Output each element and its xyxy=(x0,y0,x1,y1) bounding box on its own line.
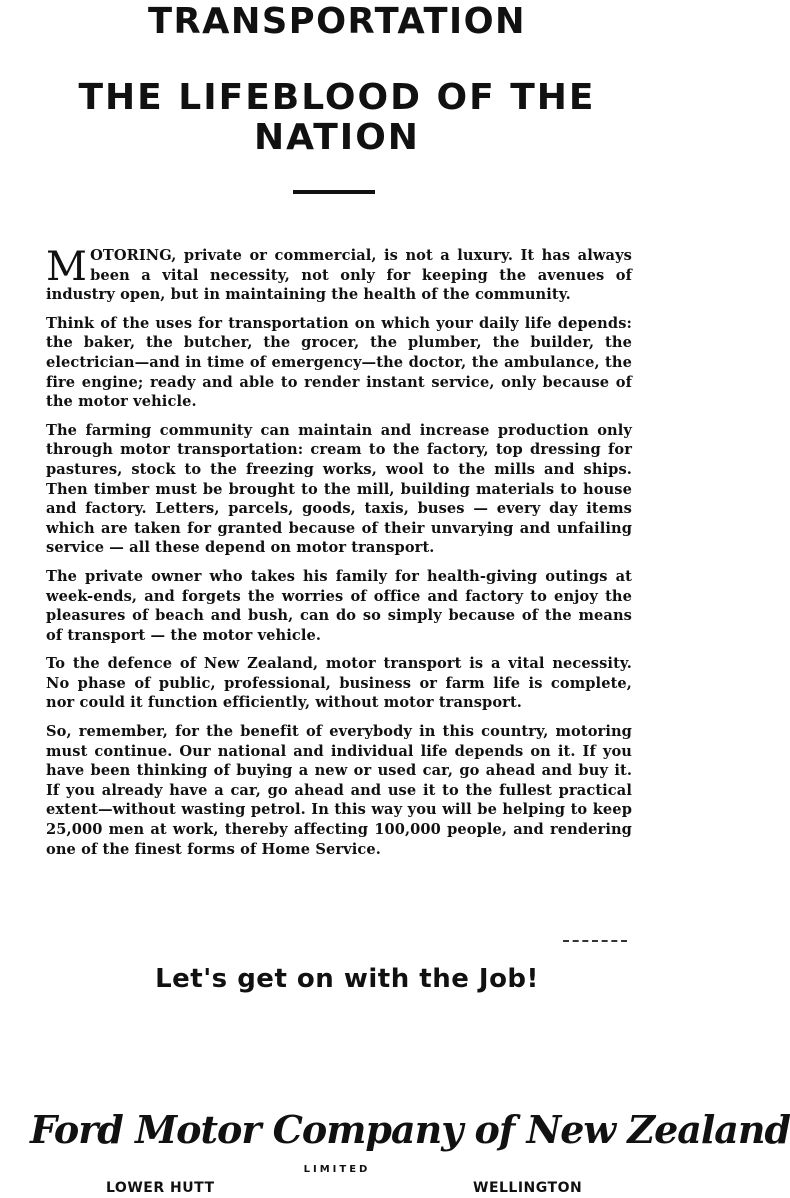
headline-lifeblood: THE LIFEBLOOD OF THE NATION xyxy=(78,77,596,158)
paragraph-2: Think of the uses for transportation on which your daily life depends: the baker, the butcher, the grocer, the plumber, the builder, the electrician—and in time of emergency—the doctor, the ambulance, the fire engine; ready and able to render instant service, only because of the motor vehicle. xyxy=(46,314,632,411)
paragraph-5: To the defence of New Zealand, motor transport is a vital necessity. No phase of public, professional, business or farm life is complete, nor could it function efficiently, without motor transport. xyxy=(46,655,632,712)
paragraph-1 xyxy=(46,246,632,305)
company-signature: Ford Motor Company of New Zealand xyxy=(30,1107,790,1152)
dash-mark xyxy=(563,940,627,944)
paragraph-1-text: OTORING, private or commercial, is not a luxury. It has always been a vital necessity, not only for keeping the avenues of industry open, but in maintaining the health of the community. xyxy=(46,247,632,304)
article-body xyxy=(46,246,632,868)
location-lower-hutt: LOWER HUTT xyxy=(106,1180,215,1196)
paragraph-6: So, remember, for the benefit of everybody in this country, motoring must continue. Our national and individual life depends on it. If you have been thinking of buying a new or used car, go ahead and buy it. If you already have a car, go ahead and use it to the fullest practical extent—without wasting petrol. In this way you will be helping to keep 25,000 men at work, thereby affecting 100,000 people, and rendering one of the finest forms of Home Service. xyxy=(46,723,632,858)
drop-cap: M xyxy=(46,244,88,290)
headline-transportation: TRANSPORTATION xyxy=(147,1,527,42)
paragraph-3: The farming community can maintain and increase production only through motor transportation: cream to the factory, top dressing for pastures, stock to the freezing works, wool to the mills and ships. Then timber must be brought to the mill, building materials to house and factory. Letters, parcels, goods, taxis, buses — every day items which are taken for granted because of their unvarying and unfailing service — all these depend on motor transport. xyxy=(46,421,632,557)
paragraph-4: The private owner who takes his family for health-giving outings at week-ends, and forgets the worries of office and factory to enjoy the pleasures of beach and bush, can do so simply because of the means of transport — the motor vehicle. xyxy=(46,567,632,644)
company-limited: LIMITED xyxy=(303,1164,371,1175)
tagline: Let's get on with the Job! xyxy=(155,964,539,994)
divider-rule xyxy=(293,190,375,194)
location-wellington: WELLINGTON xyxy=(473,1180,583,1196)
